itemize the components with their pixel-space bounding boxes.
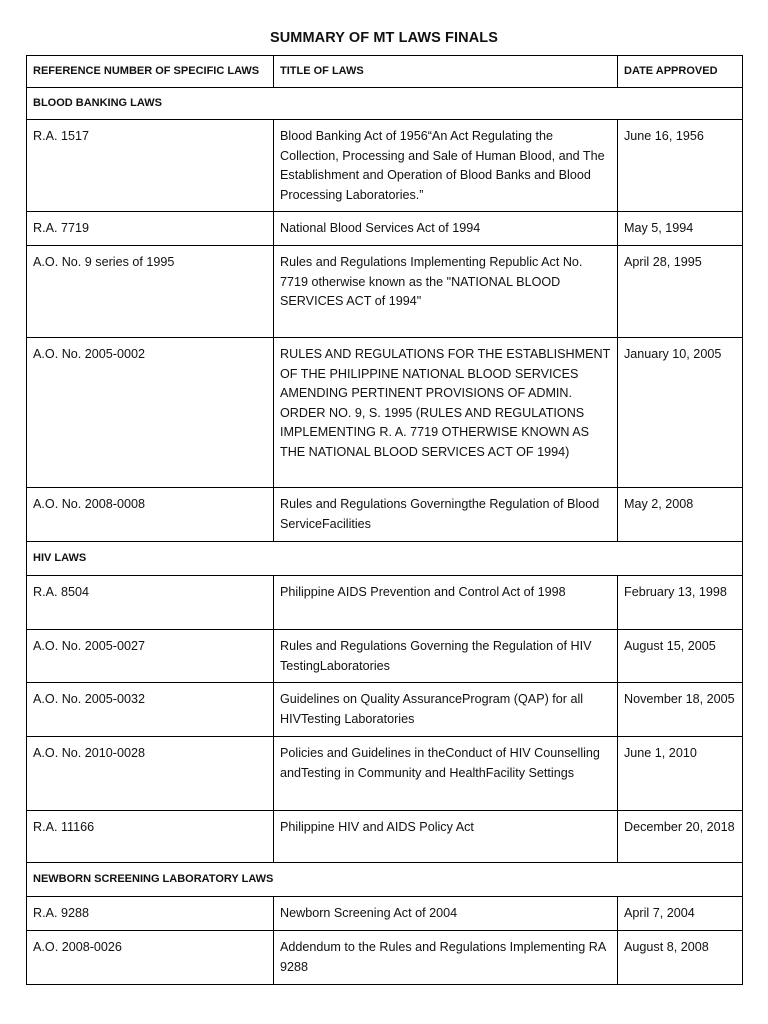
date-cell: May 2, 2008 [618, 488, 743, 542]
date-cell: April 28, 1995 [618, 246, 743, 338]
section-title: NEWBORN SCREENING LABORATORY LAWS [27, 863, 743, 897]
table-row [27, 120, 743, 212]
date-cell: November 18, 2005 [618, 683, 743, 737]
date-cell: August 8, 2008 [618, 931, 743, 985]
title-cell: Newborn Screening Act of 2004 [274, 897, 618, 931]
ref-cell: A.O. No. 2005-0002 [27, 338, 274, 488]
ref-cell: A.O. No. 2008-0008 [27, 488, 274, 542]
table-row [27, 931, 743, 985]
header-date: DATE APPROVED [618, 56, 743, 88]
ref-cell: A.O. No. 2010-0028 [27, 737, 274, 811]
date-cell: April 7, 2004 [618, 897, 743, 931]
header-reference: REFERENCE NUMBER OF SPECIFIC LAWS [27, 56, 274, 88]
header-title: TITLE OF LAWS [274, 56, 618, 88]
title-cell: Guidelines on Quality AssuranceProgram (QAP) for all HIVTesting Laboratories [274, 683, 618, 737]
ref-cell: R.A. 7719 [27, 212, 274, 246]
title-cell: Rules and Regulations Governing the Regulation of HIV TestingLaboratories [274, 630, 618, 683]
date-cell: February 13, 1998 [618, 576, 743, 630]
table-row [27, 683, 743, 737]
date-cell: June 16, 1956 [618, 120, 743, 212]
header-row [27, 56, 743, 88]
title-cell: Philippine HIV and AIDS Policy Act [274, 811, 618, 863]
ref-cell: R.A. 9288 [27, 897, 274, 931]
table-row [27, 212, 743, 246]
ref-cell: A.O. No. 2005-0032 [27, 683, 274, 737]
table-row [27, 576, 743, 630]
section-row [27, 88, 743, 120]
date-cell: August 15, 2005 [618, 630, 743, 683]
title-cell: Rules and Regulations Governingthe Regulation of Blood ServiceFacilities [274, 488, 618, 542]
laws-table [26, 55, 743, 985]
section-row [27, 542, 743, 576]
ref-cell: A.O. 2008-0026 [27, 931, 274, 985]
ref-cell: R.A. 1517 [27, 120, 274, 212]
date-cell: January 10, 2005 [618, 338, 743, 488]
ref-cell: R.A. 11166 [27, 811, 274, 863]
title-cell: Philippine AIDS Prevention and Control Act of 1998 [274, 576, 618, 630]
title-cell: National Blood Services Act of 1994 [274, 212, 618, 246]
date-cell: December 20, 2018 [618, 811, 743, 863]
ref-cell: A.O. No. 9 series of 1995 [27, 246, 274, 338]
table-row [27, 737, 743, 811]
table-row [27, 897, 743, 931]
section-title: BLOOD BANKING LAWS [27, 88, 743, 120]
ref-cell: A.O. No. 2005-0027 [27, 630, 274, 683]
title-cell: Blood Banking Act of 1956“An Act Regulating the Collection, Processing and Sale of Human Blood, and The Establishment and Operation of Blood Banks and Blood Processing Laboratories.” [274, 120, 618, 212]
table-row [27, 338, 743, 488]
section-title: HIV LAWS [27, 542, 743, 576]
title-cell: RULES AND REGULATIONS FOR THE ESTABLISHMENT OF THE PHILIPPINE NATIONAL BLOOD SERVICES AMENDING PERTINENT PROVISIONS OF ADMIN. ORDER NO. 9, S. 1995 (RULES AND REGULATIONS IMPLEMENTING R. A. 7719 OTHERWISE KNOWN AS THE NATIONAL BLOOD SERVICES ACT OF 1994) [274, 338, 618, 488]
date-cell: May 5, 1994 [618, 212, 743, 246]
table-row [27, 811, 743, 863]
ref-cell: R.A. 8504 [27, 576, 274, 630]
section-row [27, 863, 743, 897]
title-cell: Addendum to the Rules and Regulations Implementing RA 9288 [274, 931, 618, 985]
table-row [27, 488, 743, 542]
table-row [27, 630, 743, 683]
title-cell: Rules and Regulations Implementing Republic Act No. 7719 otherwise known as the "NATIONAL BLOOD SERVICES ACT of 1994" [274, 246, 618, 338]
document-title: SUMMARY OF MT LAWS FINALS [269, 30, 499, 46]
date-cell: June 1, 2010 [618, 737, 743, 811]
table-row [27, 246, 743, 338]
title-cell: Policies and Guidelines in theConduct of HIV Counselling andTesting in Community and HealthFacility Settings [274, 737, 618, 811]
